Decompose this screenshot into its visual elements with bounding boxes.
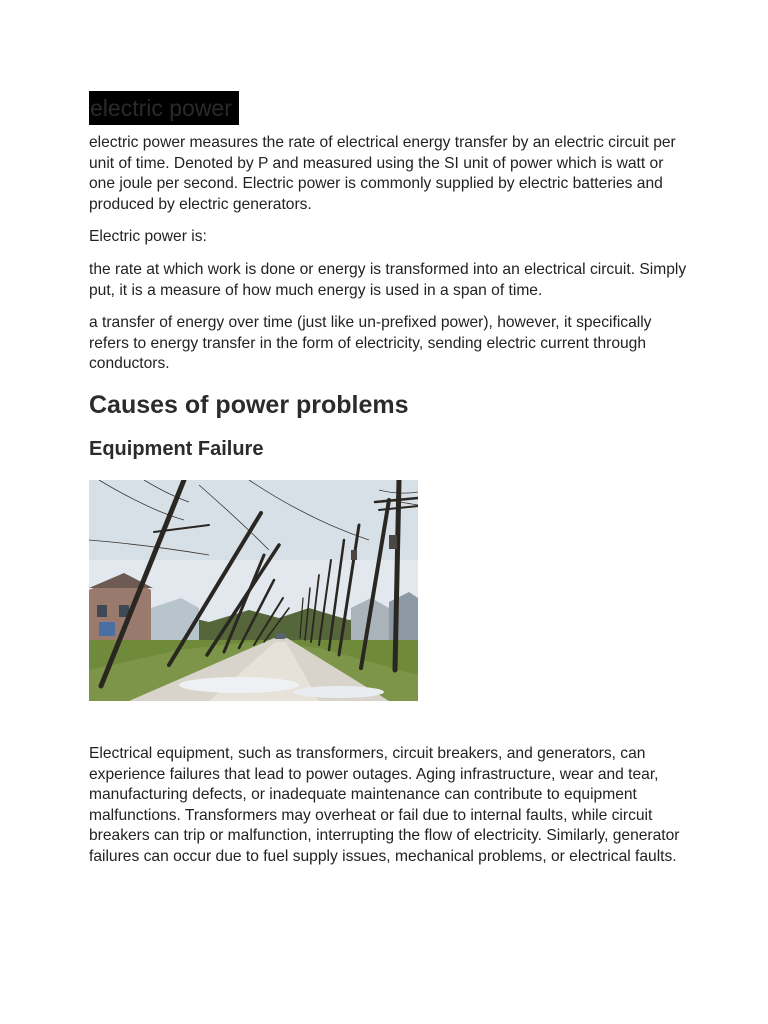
section-heading: Causes of power problems	[89, 390, 409, 419]
list-intro-paragraph: Electric power is:	[89, 228, 207, 246]
intro-paragraph: electric power measures the rate of electrical energy transfer by an electric circuit per unit of time. Denoted by P and measured using the SI unit of power which is watt or one joule per second. Electric power is commonly supplied by electric batteries and produced by electric generators.	[89, 134, 676, 213]
definition-point-1: the rate at which work is done or energy is transformed into an electrical circuit. Simply put, it is a measure of how much energy is used in a span of time.	[89, 260, 687, 299]
document-page	[89, 91, 689, 880]
equipment-failure-paragraph: Electrical equipment, such as transformers, circuit breakers, and generators, can experience failures that lead to power outages. Aging infrastructure, wear and tear, manufacturing defects, or inadequate maintenance can contribute to equipment malfunctions. Transformers may overheat or fail due to internal faults, while circuit breakers can trip or malfunction, interrupting the flow of electricity. Similarly, generator failures can occur due to fuel supply issues, mechanical problems, or electrical faults.	[89, 744, 680, 865]
leaning-power-poles-photo	[89, 480, 418, 701]
photo-car	[275, 633, 285, 639]
subsection-heading: Equipment Failure	[89, 437, 264, 460]
definition-point-2: a transfer of energy over time (just like un-prefixed power), however, it specifically refers to energy transfer in the form of electricity, sending electric current through conductors.	[89, 314, 652, 373]
document-title: electric power	[89, 91, 239, 125]
